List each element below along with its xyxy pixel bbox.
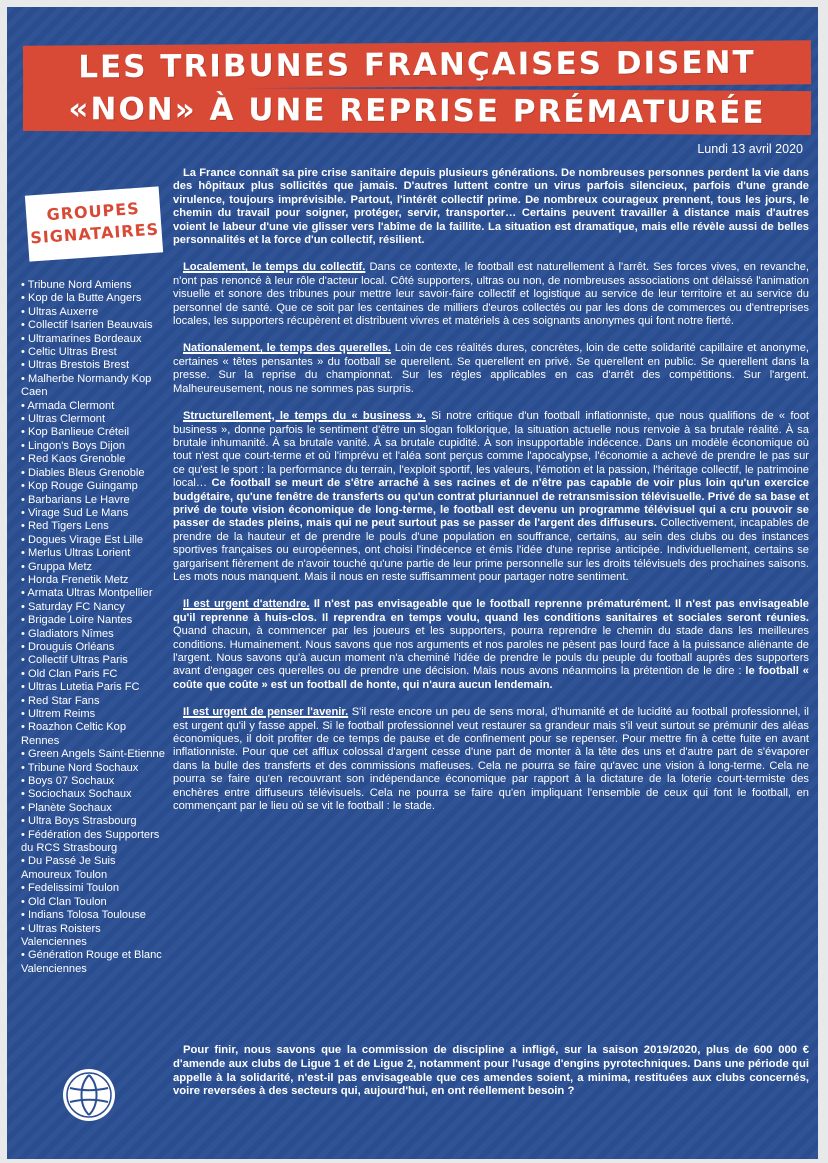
paragraph-business-text-1: Si notre critique d'un football inflationniste, que nous qualifions de « foot business », donne parfois le sentiment d'être un slogan folklorique, la situation actuelle nous renvoie à sa brutale réalité. À sa brutale inhumanité. À sa brutale vanité. À sa brutale cupidité. À son insupportable indécence. Dans un modèle économique où tout n'est que court-terme et où l'imprévu et l'aléa sont perçus comme l'apocalypse, l'économie a achevé de prendre le pas sur ce qu'est le sport : la performance du terrain, l'exploit sportif, les valeurs, l'émotion et la passion, l'héritage collectif, le patrimoine local… bbox=[173, 410, 809, 490]
paragraph-business-bold: Ce football se meurt de s'être arraché à ses racines et de n'être pas capable de voir plus loin qu'un exercice budgétaire, qu'une fenêtre de transferts ou qu'un contrat pluriannuel de retransmission télévisuelle. Privé de sa base et privé de toute vision économique de long-terme, le football est devenu un programme télévisuel qui a cru pouvoir se passer de stades pleins, mais qui ne peut surtout pas se passer de l'argent des diffuseurs. bbox=[173, 477, 809, 530]
signatory-group-item: • Old Clan Paris FC bbox=[21, 668, 167, 681]
signatory-group-item: • Brigade Loire Nantes bbox=[21, 614, 167, 627]
paragraph-wait-text: Quand chacun, à commencer par les joueurs et les supporters, pourra reprendre le chemin du stade dans les meilleures conditions. Humainement. Nous savons que nos arguments et nos paroles ne pèsent pas lourd face à la puissance aliénante de l'argent. Nous savons qu'à aucun moment n'a cheminé l'idée de prendre le pouls du peuple du football auprès des supporters avant d'engager ces querelles ou de prendre une décision. Mais nous avons néanmoins la prétention de le dire : bbox=[173, 625, 809, 678]
title-line-2: «NON» À UNE REPRISE PRÉMATURÉE bbox=[23, 87, 811, 135]
signatory-group-item: • Génération Rouge et Blanc Valenciennes bbox=[21, 949, 167, 976]
signatory-group-item: • Green Angels Saint-Etienne bbox=[21, 748, 167, 761]
signatory-group-item: • Du Passé Je Suis Amoureux Toulon bbox=[21, 855, 167, 882]
badge-line-2: SIGNATAIRES bbox=[29, 219, 160, 248]
signatory-group-item: • Armata Ultras Montpellier bbox=[21, 587, 167, 600]
signatory-group-item: • Gladiators Nîmes bbox=[21, 628, 167, 641]
signatory-group-item: • Kop de la Butte Angers bbox=[21, 292, 167, 305]
signatory-group-item: • Diables Bleus Grenoble bbox=[21, 467, 167, 480]
signatory-group-item: • Saturday FC Nancy bbox=[21, 601, 167, 614]
signatory-group-item: • Planète Sochaux bbox=[21, 802, 167, 815]
paragraph-national-text: Loin de ces réalités dures, concrètes, loin de cette solidarité capillaire et anonyme, certaines « têtes pensantes » du football se querellent. Se querellent en privé. Se querellent en public. Se querellent dans la presse. Sur la reprise du championnat. Sur les règles applicables en cas d'arrêt des compétitions. Sur l'argent. Malheureusement, nous ne sommes pas surpris. bbox=[173, 342, 810, 395]
signatory-group-item: • Red Kaos Grenoble bbox=[21, 453, 167, 466]
signatory-group-item: • Malherbe Normandy Kop Caen bbox=[21, 373, 167, 400]
signatory-group-item: • Fédération des Supporters du RCS Strasbourg bbox=[21, 829, 167, 856]
signatory-group-item: • Red Tigers Lens bbox=[21, 520, 167, 533]
signatory-groups-list bbox=[21, 279, 167, 976]
paragraph-wait bbox=[173, 598, 809, 692]
signatory-group-item: • Drouguis Orléans bbox=[21, 641, 167, 654]
signatory-group-item: • Ultras Lutetia Paris FC bbox=[21, 681, 167, 694]
signatory-group-item: • Ultramarines Bordeaux bbox=[21, 333, 167, 346]
signatory-group-item: • Gruppa Metz bbox=[21, 561, 167, 574]
signatory-group-item: • Ultrem Reims bbox=[21, 708, 167, 721]
paragraph-wait-end: le football « coûte que coûte » est un football de honte, qui n'aura aucun lendemain. bbox=[173, 665, 809, 691]
paragraph-local-heading: Localement, le temps du collectif. bbox=[183, 261, 366, 274]
paragraph-wait-heading: Il est urgent d'attendre. bbox=[183, 598, 310, 611]
signatory-group-item: • Roazhon Celtic Kop Rennes bbox=[21, 721, 167, 748]
signatory-group-item: • Merlus Ultras Lorient bbox=[21, 547, 167, 560]
signatory-group-item: • Celtic Ultras Brest bbox=[21, 346, 167, 359]
signatory-group-item: • Ultras Brestois Brest bbox=[21, 359, 167, 372]
paragraph-future-heading: Il est urgent de penser l'avenir. bbox=[183, 706, 349, 719]
signatory-group-item: • Red Star Fans bbox=[21, 695, 167, 708]
paragraph-future bbox=[173, 706, 809, 813]
title-line-1: LES TRIBUNES FRANÇAISES DISENT bbox=[23, 40, 811, 90]
signatory-group-item: • Armada Clermont bbox=[21, 400, 167, 413]
signatory-group-item: • Collectif Ultras Paris bbox=[21, 654, 167, 667]
paragraph-local-text: Dans ce contexte, le football est naturellement à l'arrêt. Ses forces vives, en revanche, n'ont pas renoncé à leur rôle d'acteur local. Côté supporters, ultras ou non, de nombreuses associations ont délaissé l'animation visuelle et sonore des tribunes pour mettre leur savoir-faire collectif et logistique au service de leur territoire et au service du personnel de santé. Que ce soit par les centaines de milliers d'euros collectés ou par les dons de commerces ou d'entreprises locales, les supporters récupèrent et distribuent vivres et matériels à ces soignants anonymes qui font notre fierté. bbox=[173, 261, 810, 328]
flyer-page bbox=[7, 7, 818, 1159]
paragraph-business-text-2: Collectivement, incapables de prendre de la hauteur et de prendre le pouls d'une population en souffrance, certains, au sein des clubs ou des instances sportives françaises ou européennes, ont choisi l'indécence et émis l'idée d'une reprise anticipée. Individuellement, certains se gargarisent fièrement de n'avoir touché qu'une partie de leur prime personnelle sur les droits télévisuels des prochaines saisons. Les mots nous manquent. Mais il nous en reste suffisamment pour partager notre sentiment. bbox=[173, 517, 810, 583]
signatory-group-item: • Ultras Roisters Valenciennes bbox=[21, 923, 167, 950]
paragraph-national-heading: Nationalement, le temps des querelles. bbox=[183, 342, 392, 355]
paragraph-national bbox=[173, 342, 809, 396]
signatory-group-item: • Tribune Nord Sochaux bbox=[21, 762, 167, 775]
signatory-group-item: • Ultra Boys Strasbourg bbox=[21, 815, 167, 828]
article-body bbox=[173, 167, 809, 827]
signatory-group-item: • Ultras Auxerre bbox=[21, 306, 167, 319]
paragraph-future-text: S'il reste encore un peu de sens moral, d'humanité et de lucidité au football professionnel, il est urgent qu'il y fasse appel. Si le football professionnel veut restaurer sa grandeur mais s'il veut surtout se prémunir des aléas économiques, il doit profiter de ce temps de pause et de confinement pour se repenser. Pour mettre fin à cette fuite en avant inflationniste. Pour que cet afflux colossal d'argent cesse d'une part de monter à la tête des uns et d'autre part de s'évaporer dans la bulle des transferts et des commissions mafieuses. Cela ne pourra se faire qu'avec une vision à long-terme. Cela ne pourra se faire qu'en recouvrant son indépendance économique par rapport à la dictature de la loterie court-termiste des enchères entre diffuseurs télévisuels. Cela ne pourra se faire qu'en impliquant l'ensemble de ceux qui font le football, en commençant par le lieu où se vit le football : le stade. bbox=[173, 706, 809, 813]
signatory-group-item: • Ultras Clermont bbox=[21, 413, 167, 426]
signatory-group-item: • Virage Sud Le Mans bbox=[21, 507, 167, 520]
intro-paragraph: La France connaît sa pire crise sanitaire depuis plusieurs générations. De nombreuses personnes perdent la vie dans des hôpitaux plus sollicités que jamais. D'autres luttent contre un virus parfois silencieux, parfois d'une grande virulence, toujours imprévisible. Partout, l'intérêt collectif prime. De nombreux courageux prennent, tous les jours, le chemin du travail pour soigner, protéger, servir, transporter… Certains peuvent travailler à distance mais d'autres voient le labeur d'une vie glisser vers l'abîme de la faillite. La situation est dramatique, mais elle révèle aussi de belles personnalités et la force d'un collectif, résilient. bbox=[173, 167, 809, 247]
signatory-group-item: • Lingon's Boys Dijon bbox=[21, 440, 167, 453]
paragraph-business bbox=[173, 410, 809, 584]
signatory-group-item: • Tribune Nord Amiens bbox=[21, 279, 167, 292]
signatory-group-item: • Boys 07 Sochaux bbox=[21, 775, 167, 788]
signatory-group-item: • Barbarians Le Havre bbox=[21, 494, 167, 507]
signatory-group-item: • Collectif Isarien Beauvais bbox=[21, 319, 167, 332]
badge-line-1: GROUPES bbox=[45, 198, 141, 225]
signatory-group-item: • Old Clan Toulon bbox=[21, 896, 167, 909]
paragraph-business-heading: Structurellement, le temps du « business ». bbox=[183, 410, 426, 423]
paragraph-wait-bold: Il n'est pas envisageable que le football reprenne prématurément. Il n'est pas envisageable qu'il reprenne à huis-clos. Il reprendra en temps voulu, quand les conditions sanitaires et sociales seront réunies. bbox=[173, 598, 809, 624]
final-paragraph: Pour finir, nous savons que la commission de discipline a infligé, sur la saison 2019/2020, plus de 600 000 € d'amende aux clubs de Ligue 1 et de Ligue 2, notamment pour l'usage d'engins pyrotechniques. Dans une période qui appelle à la solidarité, n'est-il pas envisageable que ces amendes soient, a minima, restituées aux clubs concernés, voire reversées à des secteurs qui, aujourd'hui, en ont réellement besoin ? bbox=[173, 1044, 809, 1098]
signatory-group-item: • Fedelissimi Toulon bbox=[21, 882, 167, 895]
signatory-group-item: • Dogues Virage Est Lille bbox=[21, 534, 167, 547]
signatories-badge bbox=[25, 186, 163, 261]
signatory-group-item: • Kop Banlieue Créteil bbox=[21, 426, 167, 439]
signatory-group-item: • Indians Tolosa Toulouse bbox=[21, 909, 167, 922]
publication-date: Lundi 13 avril 2020 bbox=[697, 142, 803, 156]
signatory-group-item: • Kop Rouge Guingamp bbox=[21, 480, 167, 493]
signatory-group-item: • Horda Frenetik Metz bbox=[21, 574, 167, 587]
signatory-group-item: • Sociochaux Sochaux bbox=[21, 788, 167, 801]
paragraph-local bbox=[173, 261, 809, 328]
football-icon bbox=[63, 1069, 115, 1121]
